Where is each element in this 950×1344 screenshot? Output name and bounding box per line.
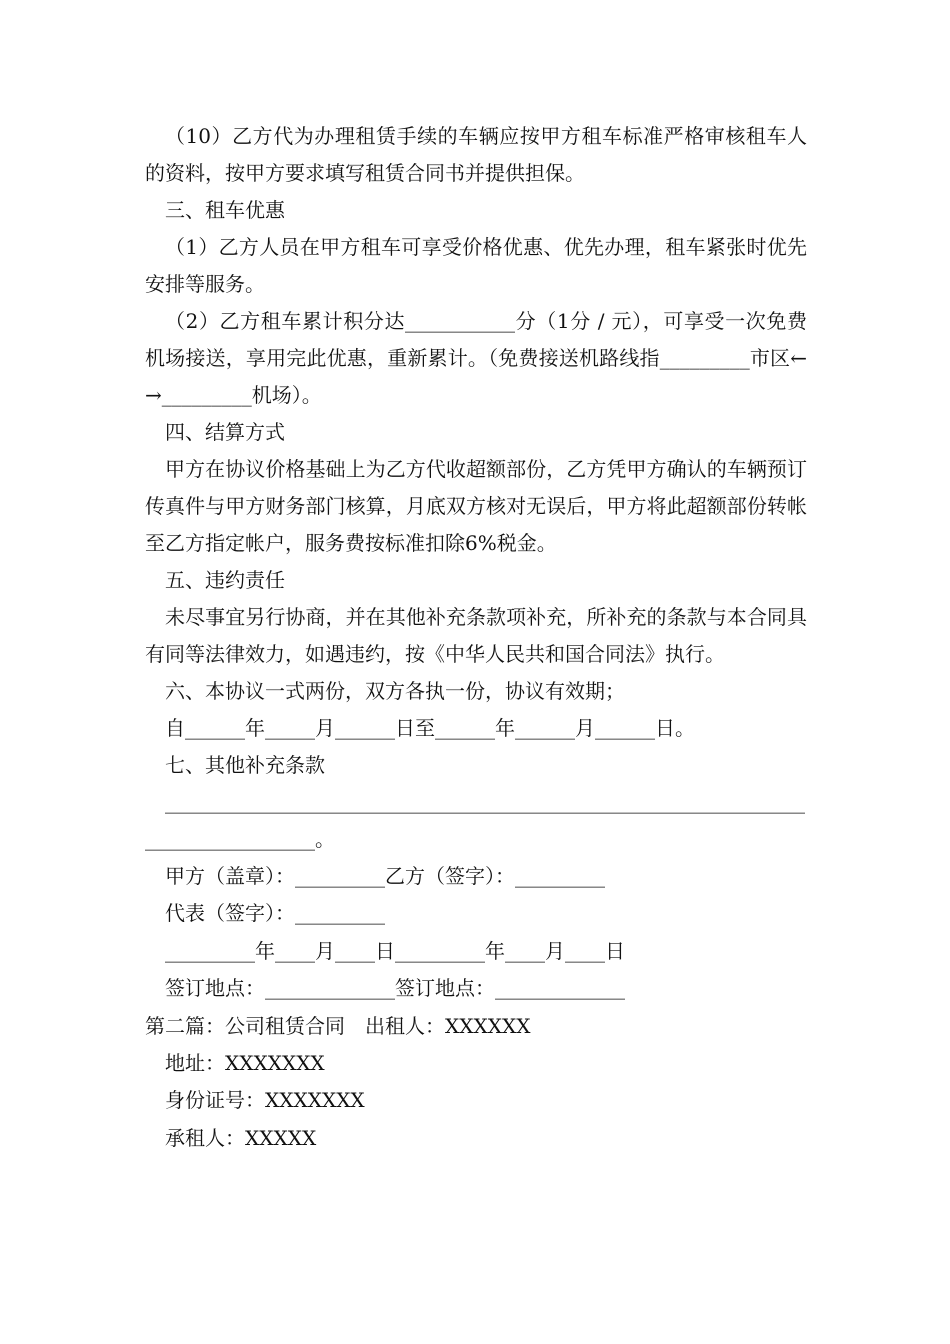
section-3-heading: 三、租车优惠	[165, 198, 285, 222]
section-7-heading: 七、其他补充条款	[165, 753, 325, 777]
section-6-heading: 六、本协议一式两份，双方各执一份，协议有效期；	[165, 679, 625, 703]
representative-signature: 代表（签字）：_________	[165, 901, 385, 926]
signing-place: 签订地点：_____________签订地点：_____________	[165, 976, 625, 1001]
signature-parties: 甲方（盖章）：_________乙方（签字）：_________	[165, 864, 605, 888]
clause-3-2: （2）乙方租车累计积分达___________分（1分 / 元），可享受一次免费机场接送，享用完此优惠，重新累计。（免费接送机路线指_________市区←→_________机场）。	[145, 309, 807, 407]
lessor-id-number: 身份证号：XXXXXXX	[165, 1088, 365, 1113]
supplementary-blank: _________________________________________________________________________________。	[145, 790, 805, 851]
section-5-text: 未尽事宜另行协商，并在其他补充条款项补充，所补充的条款与本合同具有同等法律效力，如遇违约，按《中华人民共和国合同法》执行。	[145, 605, 807, 666]
clause-item-10: （10）乙方代为办理租赁手续的车辆应按甲方租车标准严格审核租车人的资料，按甲方要求填写租赁合同书并提供担保。	[145, 124, 807, 185]
section-4-heading: 四、结算方式	[165, 420, 285, 444]
signature-dates: _________年____月____日_________年____月____日	[165, 938, 625, 963]
lessee: 承租人：XXXXX	[165, 1125, 317, 1150]
document-page	[145, 118, 807, 1157]
validity-dates: 自______年_____月______日至______年______月______日。	[165, 716, 695, 740]
clause-3-1: （1）乙方人员在甲方租车可享受价格优惠、优先办理，租车紧张时优先安排等服务。	[145, 235, 807, 296]
part-2-title: 第二篇：公司租赁合同 出租人：XXXXXX	[145, 1013, 531, 1038]
section-5-heading: 五、违约责任	[165, 568, 285, 592]
lessor-address: 地址：XXXXXXX	[165, 1051, 325, 1076]
section-4-text: 甲方在协议价格基础上为乙方代收超额部份，乙方凭甲方确认的车辆预订传真件与甲方财务部门核算，月底双方核对无误后，甲方将此超额部份转帐至乙方指定帐户，服务费按标准扣除6%税金。	[145, 457, 807, 555]
